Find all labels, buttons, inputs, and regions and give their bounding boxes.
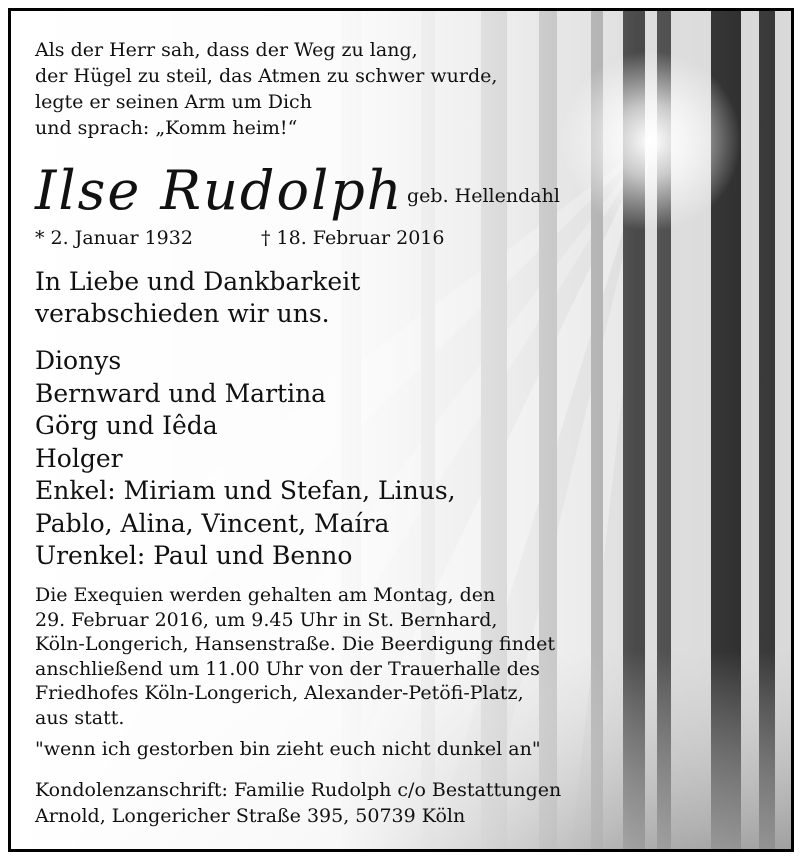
family-member: Bernward und Martina — [35, 378, 327, 408]
poem — [35, 37, 497, 141]
service-line: Köln-Longerich, Hansenstraße. Die Beerdigung findet — [35, 633, 556, 655]
service-details — [35, 583, 555, 730]
poem-line: der Hügel zu steil, das Atmen zu schwer wurde, — [35, 65, 498, 87]
service-line: Die Exequien werden gehalten am Montag, den — [35, 584, 496, 606]
poem-line: legte er seinen Arm um Dich — [35, 91, 312, 113]
farewell-line: verabschieden wir uns. — [35, 299, 330, 328]
family-member: Holger — [35, 443, 123, 473]
farewell-text — [35, 266, 360, 330]
farewell-line: In Liebe und Dankbarkeit — [35, 267, 361, 296]
family-list — [35, 345, 456, 573]
service-line: 29. Februar 2016, um 9.45 Uhr in St. Bernhard, — [35, 608, 498, 631]
family-member: Görg und Iêda — [35, 411, 218, 440]
condolence-line: Arnold, Longericher Straße 395, 50739 Köln — [35, 805, 466, 827]
family-member: Urenkel: Paul und Benno — [35, 541, 353, 570]
family-member: Dionys — [35, 346, 122, 375]
service-line: Friedhofes Köln-Longerich, Alexander-Petöfi-Platz, — [35, 682, 524, 704]
deceased-name: Ilse Rudolph — [35, 159, 404, 222]
birth-date: * 2. Januar 1932 — [35, 227, 193, 249]
birth-name: geb. Hellendahl — [407, 185, 560, 207]
service-line: aus statt. — [35, 706, 125, 729]
service-line: anschließend um 11.00 Uhr von der Trauerhalle des — [35, 657, 540, 680]
death-date: † 18. Februar 2016 — [261, 227, 445, 249]
poem-line: und sprach: „Komm heim!“ — [35, 117, 298, 139]
obituary-card — [8, 8, 794, 852]
quote: "wenn ich gestorben bin zieht euch nicht dunkel an" — [35, 738, 541, 760]
condolence-line: Kondolenzanschrift: Familie Rudolph c/o Bestattungen — [35, 779, 562, 801]
family-member: Enkel: Miriam und Stefan, Linus, — [35, 476, 456, 505]
poem-line: Als der Herr sah, dass der Weg zu lang, — [35, 39, 418, 61]
condolence-address — [35, 777, 561, 829]
family-member: Pablo, Alina, Vincent, Maíra — [35, 508, 390, 538]
